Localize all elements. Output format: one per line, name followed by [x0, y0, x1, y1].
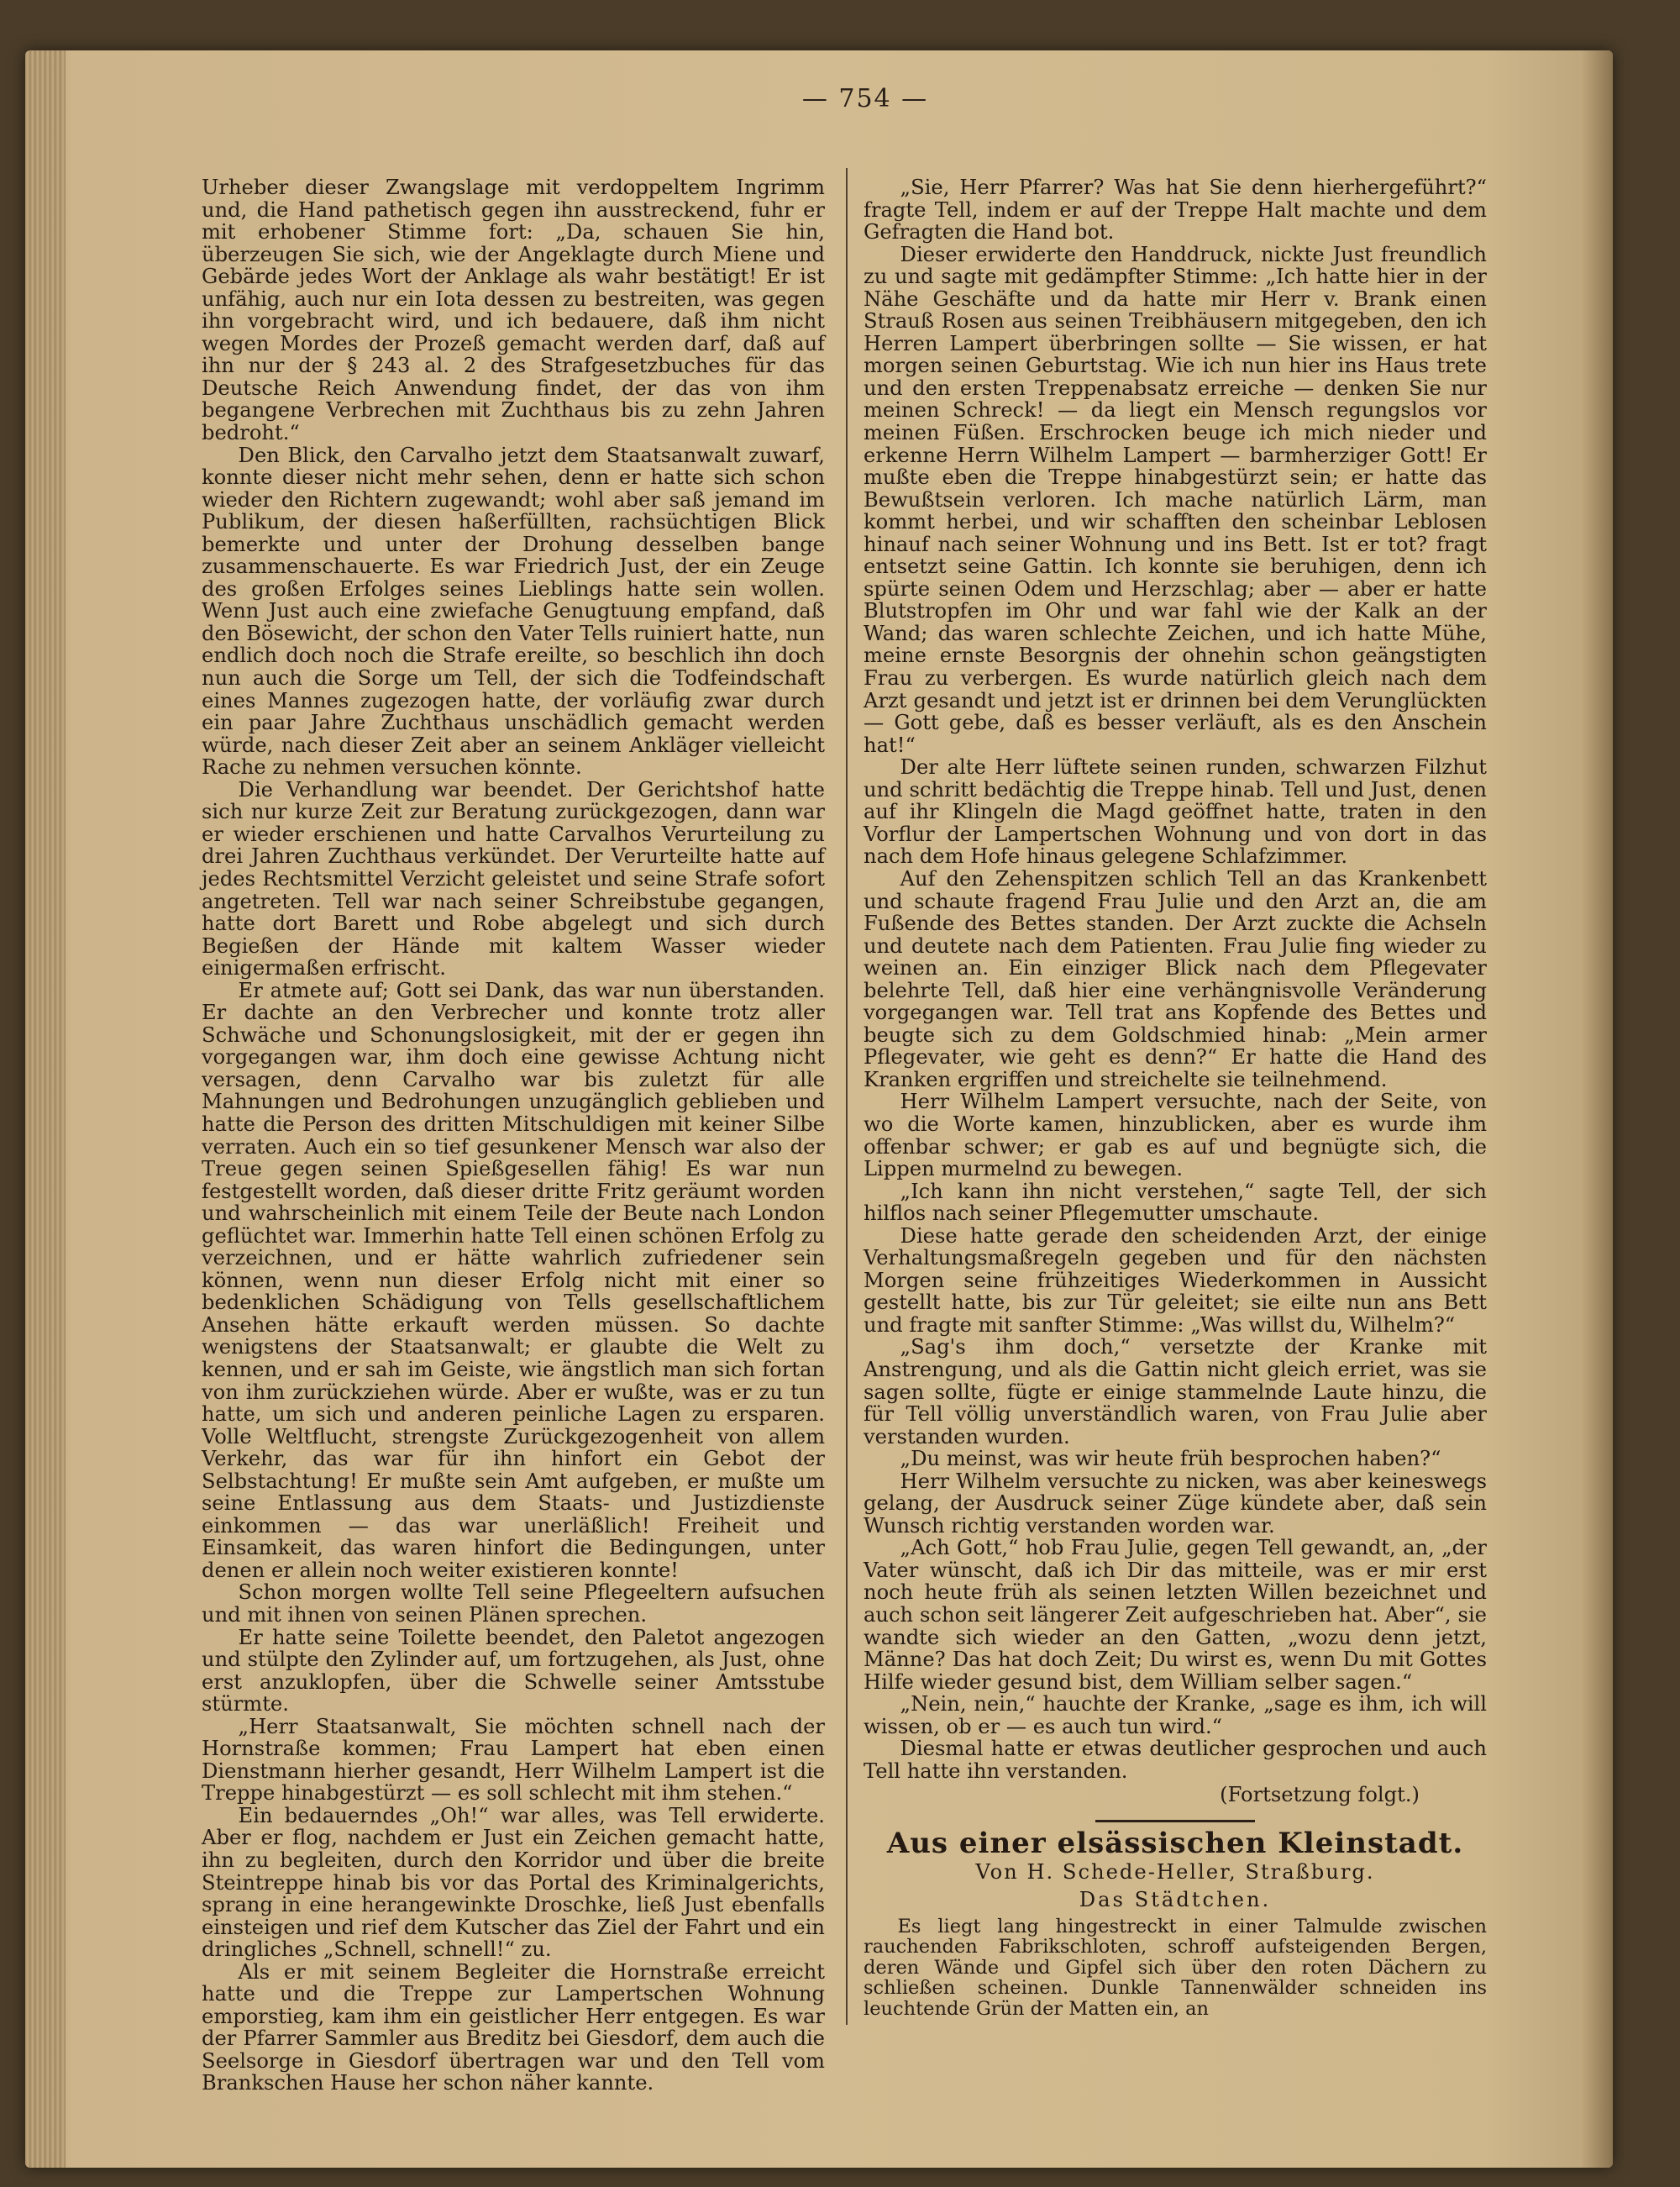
article-author: Von H. Schede-Heller, Straßburg.	[975, 1860, 1375, 1885]
paragraph: „Sag's ihm doch,“ versetzte der Kranke mit Anstrengung, und als die Gattin nicht gleich erriet, was sie sagen sollte, fügte er einige stammelnde Laute hinzu, die für Tell völlig unverständlich waren, von Frau Julie aber verstanden wurden.	[864, 1335, 1487, 1448]
to-be-continued-note: (Fortsetzung folgt.)	[1220, 1783, 1420, 1807]
paragraph: „Sie, Herr Pfarrer? Was hat Sie denn hierhergeführt?“ fragte Tell, indem er auf der Treppe Halt machte und dem Gefragten die Hand bot.	[864, 176, 1487, 244]
paragraph: Ein bedauerndes „Oh!“ war alles, was Tell erwiderte. Aber er flog, nachdem er Just ein Zeichen gemacht hatte, ihn zu begleiten, durch den Korridor und über die breite Steintreppe hinab bis vor das Portal des Kriminalgerichts, sprang in eine herangewinkte Droschke, ließ Just ebenfalls einsteigen und rief dem Kutscher das Ziel der Fahrt und ein dringliches „Schnell, schnell!“ zu.	[202, 1803, 825, 1962]
paragraph: Urheber dieser Zwangslage mit verdoppeltem Ingrimm und, die Hand pathetisch gegen ihn ausstreckend, fuhr er mit erhobener Stimme fort: „Da, schauen Sie hin, überzeugen Sie sich, wie der Angeklagte durch Miene und Gebärde jedes Wort der Anklage als wahr bestätigt! Er ist unfähig, auch nur ein Iota dessen zu bestreiten, was gegen ihn vorgebracht wird, und ich bedauere, daß ihm nicht wegen Mordes der Prozeß gemacht werden darf, daß auf ihn nur der § 243 al. 2 des Strafgesetzbuches für das Deutsche Reich Anwendung findet, der das von ihm begangene Verbrechen mit Zuchthaus bis zu zehn Jahren bedroht.“	[202, 176, 825, 445]
paragraph: Er atmete auf; Gott sei Dank, das war nun überstanden. Er dachte an den Verbrecher und konnte trotz aller Schwäche und Schonungslosigkeit, mit der er gegen ihn vorgegangen war, ihm doch eine gewisse Achtung nicht versagen, denn Carvalho war bis zuletzt für alle Mahnungen und Bedrohungen unzugänglich geblieben und hatte die Person des dritten Mitschuldigen mit keiner Silbe verraten. Auch ein so tief gesunkener Mensch war also der Treue gegen seinen Spießgesellen fähig! Es war nun festgestellt worden, daß dieser dritte Fritz geräumt worden und wahrscheinlich mit einem Teile der Beute nach London geflüchtet war. Immerhin hatte Tell einen schönen Erfolg zu verzeichnen, und er hätte wahrlich zufriedener sein können, wenn nun dieser Erfolg nicht mit einer so bedenklichen Schädigung von Tells gesellschaftlichem Ansehen hätte erkauft werden müssen. So dachte wenigstens der Staatsanwalt; er glaubte die Welt zu kennen, und er sah im Geiste, wie ängstlich man sich fortan von ihm zurückziehen würde. Aber er wußte, was er zu tun hatte, um sich und anderen peinliche Lagen zu ersparen. Volle Weltflucht, strengste Zurückgezogenheit von allem Verkehr, das war für ihn hinfort ein Gebot der Selbstachtung! Er mußte sein Amt aufgeben, er mußte um seine Entlassung aus dem Staats- und Justizdienste einkommen — das war unerläßlich! Freiheit und Einsamkeit, das waren hinfort die Bedingungen, unter denen er allein noch weiter existieren konnte!	[202, 978, 825, 1582]
paragraph: Dieser erwiderte den Handdruck, nickte Just freundlich zu und sagte mit gedämpfter Stimme: „Ich hatte hier in der Nähe Geschäfte und da hatte mir Herr v. Brank einen Strauß Rosen aus seinen Treibhäusern mitgegeben, den ich Herren Lampert überbringen sollte — Sie wissen, er hat morgen seinen Geburtstag. Wie ich nun hier ins Haus trete und den ersten Treppenabsatz erreiche — denken Sie nur meinen Schreck! — da liegt ein Mensch regungslos vor meinen Füßen. Erschrocken beuge ich mich nieder und erkenne Herrn Wilhelm Lampert — barmherziger Gott! Er mußte eben die Treppe hinabgestürzt sein; er hatte das Bewußtsein verloren. Ich mache natürlich Lärm, man kommt herbei, und wir schafften den scheinbar Leblosen hinauf nach seiner Wohnung und ins Bett. Ist er tot? fragt entsetzt seine Gattin. Ich konnte sie beruhigen, denn ich spürte seinen Odem und Herzschlag; aber — aber er hatte Blutstropfen im Ohr und war fahl wie der Kalk an der Wand; das waren schlechte Zeichen, und ich hatte Mühe, meine ernste Besorgnis der ohnehin schon geängstigten Frau zu verbergen. Es wurde natürlich gleich nach dem Arzt gesandt und jetzt ist er drinnen bei dem Verunglückten — Gott gebe, daß es besser verläuft, als es den Anschein hat!“	[864, 242, 1487, 757]
right-column-paragraphs	[864, 176, 1487, 1782]
paragraph: Diese hatte gerade den scheidenden Arzt, der einige Verhaltungsmaßregeln gegeben und für den nächsten Morgen seine frühzeitiges Wiederkommen in Aussicht gestellt hatte, bis zur Tür geleitet; sie eilte nun ans Bett und fragte mit sanfter Stimme: „Was willst du, Wilhelm?“	[864, 1223, 1487, 1337]
paragraph: Die Verhandlung war beendet. Der Gerichtshof hatte sich nur kurze Zeit zur Beratung zurückgezogen, dann war er wieder erschienen und hatte Carvalhos Verurteilung zu drei Jahren Zuchthaus verkündet. Der Verurteilte hatte auf jedes Rechtsmittel Verzicht geleistet und seine Strafe sofort angetreten. Tell war nach seiner Schreibstube gegangen, hatte dort Barett und Robe abgelegt und sich durch Begießen der Hände mit kaltem Wasser wieder einigermaßen erfrischt.	[202, 777, 825, 980]
section-heading: Das Städtchen.	[1079, 1888, 1272, 1912]
left-column	[202, 176, 825, 2095]
article-paragraph: Es liegt lang hingestreckt in einer Talmulde zwischen rauchenden Fabrikschloten, schroff aufsteigenden Bergen, deren Wände und Gipfel sich über den roten Dächern zu schließen scheinen. Dunkle Tannenwälder schneiden ins leuchtende Grün der Matten ein, an	[864, 1915, 1487, 2020]
paragraph: Herr Wilhelm versuchte zu nicken, was aber keineswegs gelang, der Ausdruck seiner Züge kündete aber, daß sein Wunsch richtig verstanden worden war.	[864, 1469, 1487, 1538]
column-divider	[846, 168, 848, 2025]
paragraph: Den Blick, den Carvalho jetzt dem Staatsanwalt zuwarf, konnte dieser nicht mehr sehen, denn er hatte sich schon wieder den Richtern zugewandt; wohl aber saß jemand im Publikum, der diesen haßerfüllten, rachsüchtigen Blick bemerkte und unter der Drohung desselben bange zusammenschauerte. Es war Friedrich Just, der ein Zeuge des großen Erfolges seines Lieblings hatte sein wollen. Wenn Just auch eine zwiefache Genugtuung empfand, daß den Bösewicht, der schon den Vater Tells ruiniert hatte, nun endlich doch noch die Strafe ereilte, so beschlich ihn doch nun auch die Sorge um Tell, der sich die Todfeindschaft eines Mannes zugezogen hatte, der vorläufig zwar durch ein paar Jahre Zuchthaus unschädlich gemacht werden würde, nach dieser Zeit aber an seinem Ankläger vielleicht Rache zu nehmen versuchen könnte.	[202, 443, 825, 780]
page-right-edge	[1579, 50, 1613, 2168]
paragraph: „Nein, nein,“ hauchte der Kranke, „sage es ihm, ich will wissen, ob er — es auch tun wird.“	[864, 1692, 1487, 1738]
paragraph: Diesmal hatte er etwas deutlicher gesprochen und auch Tell hatte ihn verstanden.	[864, 1737, 1487, 1783]
right-column	[864, 176, 1487, 2019]
page-number: — 754 —	[801, 84, 929, 113]
book-gutter-edge	[25, 50, 66, 2168]
section-separator	[1095, 1820, 1255, 1822]
paragraph: „Herr Staatsanwalt, Sie möchten schnell nach der Hornstraße kommen; Frau Lampert hat eben einen Dienstmann hierher gesandt, Herr Wilhelm Lampert ist die Treppe hinabgestürzt — es soll schlecht mit ihm stehen.“	[202, 1714, 825, 1806]
paragraph: Schon morgen wollte Tell seine Pflegeeltern aufsuchen und mit ihnen von seinen Plänen sprechen.	[202, 1580, 825, 1627]
paragraph: Der alte Herr lüftete seinen runden, schwarzen Filzhut und schritt bedächtig die Treppe hinab. Tell und Just, denen auf ihr Klingeln die Magd geöffnet hatte, traten in den Vorflur der Lampertschen Wohnung und von dort in das nach dem Hofe hinaus gelegene Schlafzimmer.	[864, 755, 1487, 869]
paragraph: „Ich kann ihn nicht verstehen,“ sagte Tell, der sich hilflos nach seiner Pflegemutter umschaute.	[864, 1179, 1487, 1226]
paragraph: Er hatte seine Toilette beendet, den Paletot angezogen und stülpte den Zylinder auf, um fortzugehen, als Just, ohne erst anzuklopfen, über die Schwelle seiner Amtsstube stürmte.	[202, 1625, 825, 1716]
paragraph: Herr Wilhelm Lampert versuchte, nach der Seite, von wo die Worte kamen, hinzublicken, aber es wurde ihm offenbar schwer; er gab es auf und begnügte sich, die Lippen murmelnd zu bewegen.	[864, 1090, 1487, 1181]
paragraph: „Du meinst, was wir heute früh besprochen haben?“	[900, 1447, 1441, 1471]
paragraph: Auf den Zehenspitzen schlich Tell an das Krankenbett und schaute fragend Frau Julie und den Arzt an, die am Fußende des Bettes standen. Der Arzt zuckte die Achseln und deutete nach dem Patienten. Frau Julie fing wieder zu weinen an. Ein einziger Blick nach dem Pflegevater belehrte Tell, daß hier eine verhängnisvolle Veränderung vorgegangen war. Tell trat ans Kopfende des Bettes und beugte sich zu dem Goldschmied hinab: „Mein armer Pflegevater, wie geht es denn?“ Er hatte die Hand des Kranken ergriffen und streichelte sie teilnehmend.	[864, 866, 1487, 1091]
paragraph: „Ach Gott,“ hob Frau Julie, gegen Tell gewandt, an, „der Vater wünscht, daß ich Dir das mitteile, was er mir erst noch heute früh als seinen letzten Willen bezeichnet und auch schon seit längerer Zeit aufgeschrieben hat. Aber“, sie wandte sich wieder an den Gatten, „wozu denn jetzt, Männe? Das hat doch Zeit; Du wirst es, wenn Du mit Gottes Hilfe wieder gesund bist, dem William selber sagen.“	[864, 1536, 1487, 1694]
article-title: Aus einer elsässischen Kleinstadt.	[886, 1826, 1464, 1860]
paragraph: Als er mit seinem Begleiter die Hornstraße erreicht hatte und die Treppe zur Lampertschen Wohnung emporstieg, kam ihm ein geistlicher Herr entgegen. Es war der Pfarrer Sammler aus Breditz bei Giesdorf, dem auch die Seelsorge in Giesdorf übertragen war und den Tell vom Brankschen Hause her schon näher kannte.	[202, 1959, 825, 2095]
